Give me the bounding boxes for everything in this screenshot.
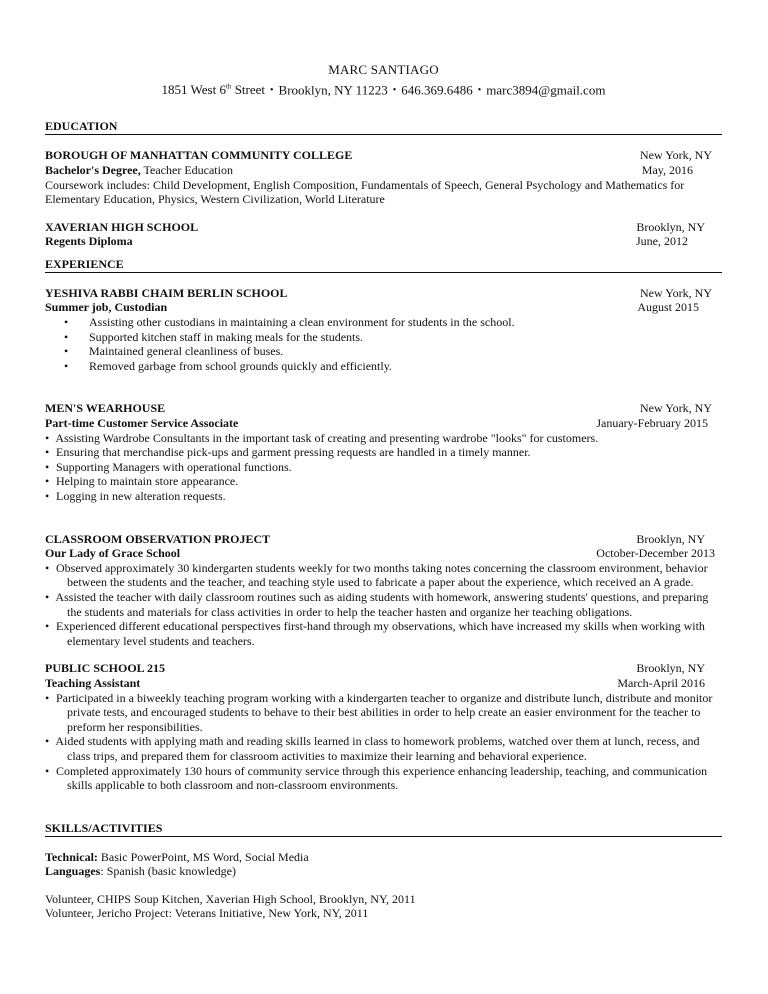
degree: Regents Diploma <box>45 234 133 249</box>
school-location: New York, NY <box>639 148 712 163</box>
education-entry <box>45 220 722 249</box>
job-location: Brooklyn, NY <box>636 531 705 546</box>
candidate-name: MARC SANTIAGO <box>328 62 439 77</box>
school-name: BOROUGH OF MANHATTAN COMMUNITY COLLEGE <box>45 148 353 163</box>
job-location: Brooklyn, NY <box>636 661 705 676</box>
job-date: January-February 2015 <box>596 416 708 431</box>
list-item: • Supported kitchen staff in making meals for the students. <box>89 330 722 345</box>
section-heading-skills: SKILLS/ACTIVITIES <box>45 821 722 837</box>
job-bullets <box>45 315 722 373</box>
list-item: • Aided students with applying math and reading skills learned in class to homework problems, watched over them at lunch, recess, and class trips, and prepared them for classroom activities to maximize their learning and behavioral experience. <box>45 734 700 763</box>
job-title: Teaching Assistant <box>45 675 141 690</box>
coursework-cont: Elementary Education, Physics, Western Civilization, World Literature <box>45 192 385 207</box>
list-item: • Completed approximately 130 hours of community service through this experience enhancing leadership, teaching, and communication skills applicable to both classroom and non-classroom environments. <box>45 763 708 793</box>
separator-dot: • <box>270 85 274 97</box>
job-entry <box>45 532 722 649</box>
list-item: • Ensuring that merchandise pick-ups and garment pressing requests are handled in a timely manner. <box>45 445 531 460</box>
job-date: August 2015 <box>637 300 699 315</box>
job-title: Our Lady of Grace School <box>45 546 181 561</box>
list-item: • Helping to maintain store appearance. <box>45 474 239 489</box>
job-title: Summer job, Custodian <box>45 300 168 315</box>
degree-date: June, 2012 <box>636 234 688 249</box>
employer: YESHIVA RABBI CHAIM BERLIN SCHOOL <box>45 285 288 300</box>
list-item: • Logging in new alteration requests. <box>45 489 226 504</box>
list-item: • Assisted the teacher with daily classroom routines such as aiding students with homework, answering students' questions, and preparing the students and materials for class activities in order to help the teacher hasten and organize her teaching obligations. <box>45 589 709 619</box>
list-item: • Assisting Wardrobe Consultants in the important task of creating and presenting wardrobe "looks" for customers. <box>45 430 599 445</box>
address: 1851 West 6th Street <box>161 82 266 98</box>
list-item: • Observed approximately 30 kindergarten students weekly for two months taking notes concerning the classroom environment, behavior between the students and the teacher, and teaching style used to fabricate a paper about the experience, which received an A grade. <box>45 560 708 590</box>
languages: Languages: Spanish (basic knowledge) <box>45 864 236 879</box>
job-entry <box>45 401 722 503</box>
email-link[interactable]: marc3894@gmail.com <box>486 82 606 98</box>
list-item: • Removed garbage from school grounds quickly and efficiently. <box>89 359 722 374</box>
list-item: • Participated in a biweekly teaching program working with a kindergarten teacher to organize and distribute lunch, distribute and monitor private tests, and encouraged students to behave to their best abilities in order to help create an easier environment for the teacher to preform her responsibilities. <box>45 690 713 734</box>
volunteer-item: Volunteer, CHIPS Soup Kitchen, Xaverian High School, Brooklyn, NY, 2011 <box>45 891 416 906</box>
job-location: New York, NY <box>639 285 712 300</box>
volunteer-item: Volunteer, Jericho Project: Veterans Initiative, New York, NY, 2011 <box>45 906 369 921</box>
city: Brooklyn, NY 11223 <box>278 82 388 98</box>
separator-dot: • <box>392 85 397 97</box>
employer: CLASSROOM OBSERVATION PROJECT <box>45 531 271 546</box>
job-entry <box>45 286 722 374</box>
job-title: Part-time Customer Service Associate <box>45 416 239 431</box>
list-item: • Assisting other custodians in maintaining a clean environment for students in the school. <box>89 315 722 330</box>
job-entry <box>45 661 722 792</box>
list-item: • Supporting Managers with operational functions. <box>45 459 292 474</box>
job-date: March-April 2016 <box>617 675 705 690</box>
employer: PUBLIC SCHOOL 215 <box>45 661 166 676</box>
school-location: Brooklyn, NY <box>636 219 705 234</box>
contact-line <box>45 79 722 100</box>
degree-date: May, 2016 <box>641 162 693 177</box>
phone: 646.369.6486 <box>401 82 473 98</box>
job-location: New York, NY <box>639 401 712 416</box>
degree: Bachelor's Degree, Teacher Education <box>45 162 233 177</box>
employer: MEN'S WEARHOUSE <box>45 401 166 416</box>
education-entry <box>45 148 722 206</box>
section-heading-experience: EXPERIENCE <box>45 257 722 273</box>
school-name: XAVERIAN HIGH SCHOOL <box>45 219 199 234</box>
coursework: Coursework includes: Child Development, English Composition, Fundamentals of Speech, General Psychology and Mathematics for <box>45 177 685 192</box>
technical-skills: Technical: Basic PowerPoint, MS Word, Social Media <box>45 849 309 864</box>
list-item: • Maintained general cleanliness of buses. <box>89 344 722 359</box>
job-date: October-December 2013 <box>596 546 715 561</box>
resume-page <box>45 62 722 921</box>
separator-dot: • <box>477 85 482 97</box>
list-item: • Experienced different educational perspectives first-hand through my observations, which have increased my skills when working with elementary level students and teachers. <box>45 619 705 648</box>
section-heading-education: EDUCATION <box>45 119 722 135</box>
